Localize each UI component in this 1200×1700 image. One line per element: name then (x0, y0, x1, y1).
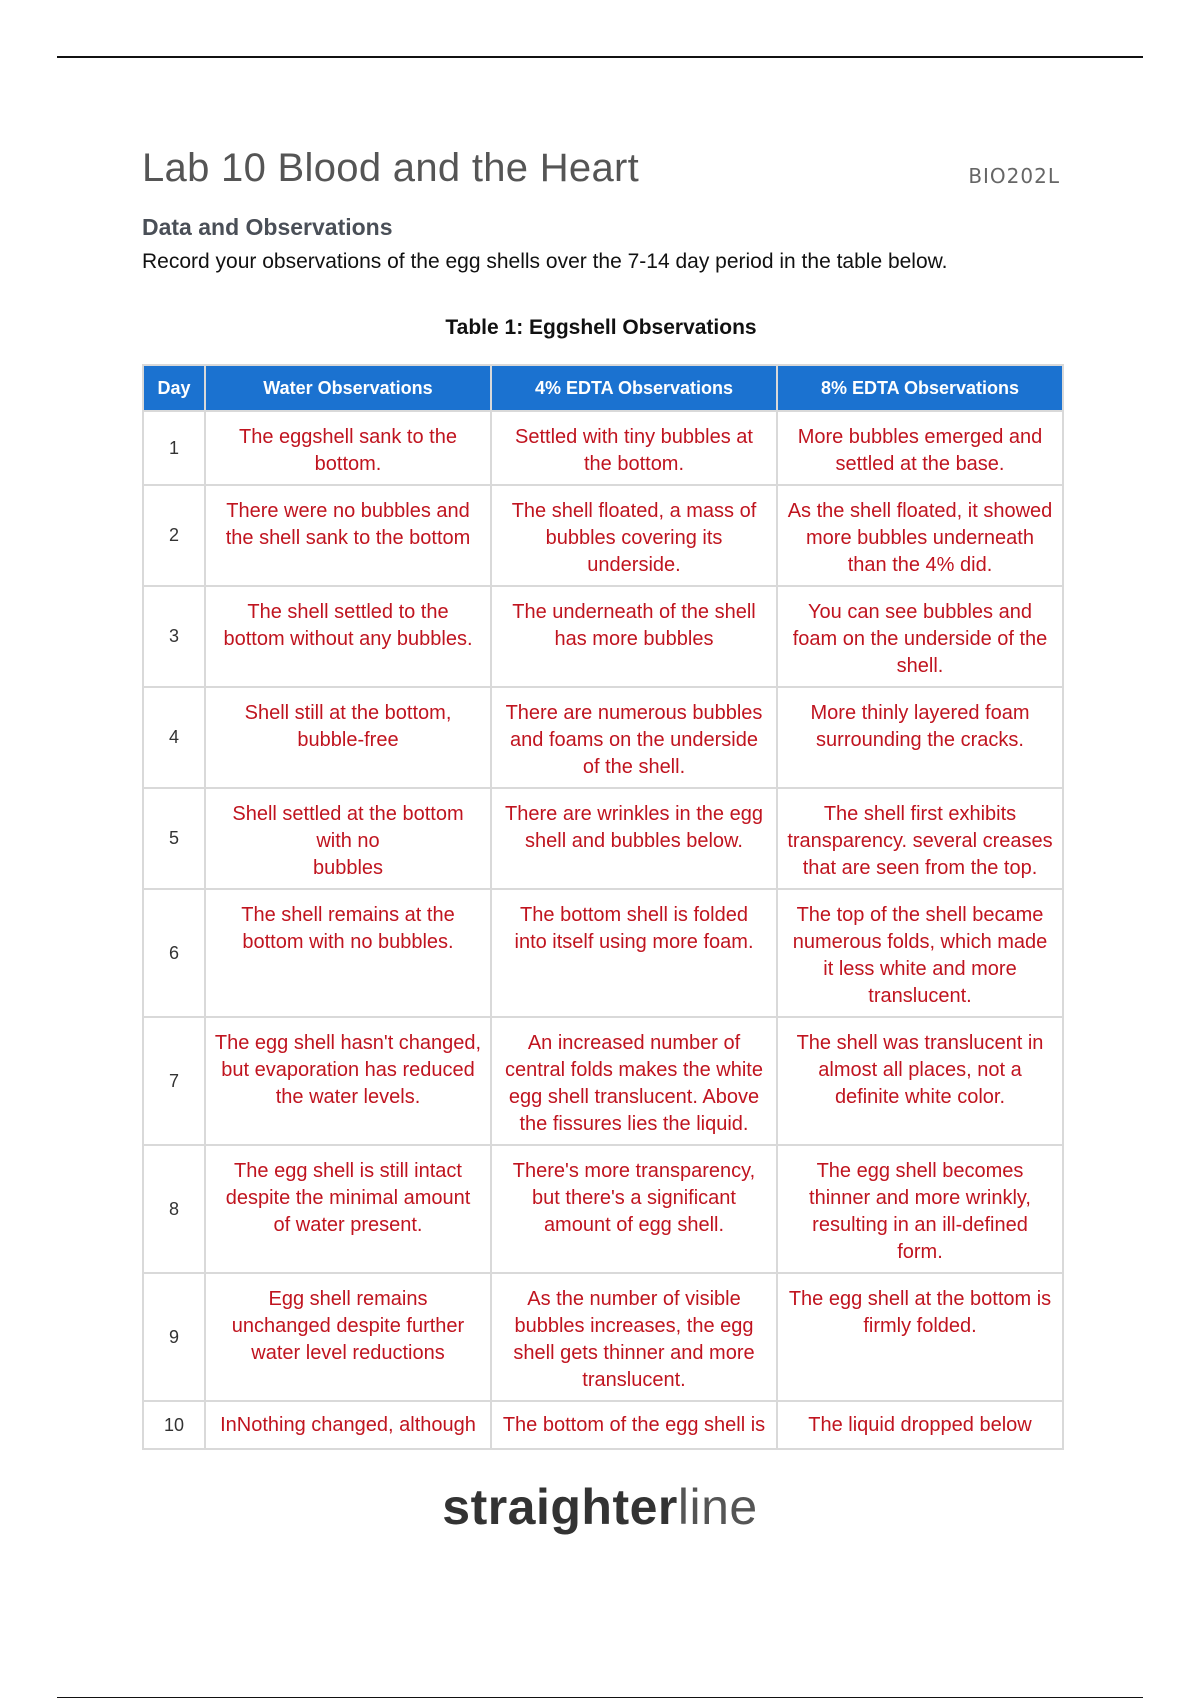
edta8-observation-cell: The liquid dropped below (777, 1401, 1063, 1449)
edta4-observation-cell: Settled with tiny bubbles at the bottom. (491, 411, 777, 485)
course-code: BIO202L (968, 164, 1060, 188)
observations-table (142, 364, 1064, 1450)
day-cell: 1 (143, 411, 205, 485)
edta8-observation-cell: The top of the shell became numerous folds, which made it less white and more translucent. (777, 889, 1063, 1017)
edta8-observation-cell: You can see bubbles and foam on the underside of the shell. (777, 586, 1063, 687)
edta8-observation-cell: As the shell floated, it showed more bubbles underneath than the 4% did. (777, 485, 1063, 586)
header-water: Water Observations (205, 365, 491, 411)
edta8-observation-cell: The egg shell becomes thinner and more wrinkly, resulting in an ill-defined form. (777, 1145, 1063, 1273)
edta4-observation-cell: An increased number of central folds makes the white egg shell translucent. Above the fissures lies the liquid. (491, 1017, 777, 1145)
header-edta4: 4% EDTA Observations (491, 365, 777, 411)
edta4-observation-cell: As the number of visible bubbles increases, the egg shell gets thinner and more translucent. (491, 1273, 777, 1401)
table-row (143, 1017, 1063, 1145)
table-row (143, 411, 1063, 485)
day-cell: 5 (143, 788, 205, 889)
edta4-observation-cell: There are numerous bubbles and foams on the underside of the shell. (491, 687, 777, 788)
day-cell: 9 (143, 1273, 205, 1401)
top-rule (57, 56, 1143, 58)
day-cell: 3 (143, 586, 205, 687)
edta8-observation-cell: More bubbles emerged and settled at the base. (777, 411, 1063, 485)
edta4-observation-cell: There's more transparency, but there's a significant amount of egg shell. (491, 1145, 777, 1273)
edta4-observation-cell: The underneath of the shell has more bubbles (491, 586, 777, 687)
edta4-observation-cell: The bottom of the egg shell is (491, 1401, 777, 1449)
table-row (143, 788, 1063, 889)
logo-thin-text: line (677, 1479, 758, 1535)
table-caption: Table 1: Eggshell Observations (445, 316, 757, 339)
edta8-observation-cell: The shell was translucent in almost all places, not a definite white color. (777, 1017, 1063, 1145)
day-cell: 4 (143, 687, 205, 788)
page-header (142, 140, 1060, 200)
edta4-observation-cell: The shell floated, a mass of bubbles covering its underside. (491, 485, 777, 586)
table-row (143, 889, 1063, 1017)
logo-bold-text: straighter (442, 1479, 678, 1535)
day-cell: 8 (143, 1145, 205, 1273)
table-row (143, 687, 1063, 788)
day-cell: 10 (143, 1401, 205, 1449)
edta8-observation-cell: More thinly layered foam surrounding the cracks. (777, 687, 1063, 788)
table-row (143, 1401, 1063, 1449)
water-observation-cell: The shell remains at the bottom with no bubbles. (205, 889, 491, 1017)
table-row (143, 1145, 1063, 1273)
water-observation-cell: The eggshell sank to the bottom. (205, 411, 491, 485)
intro-text: Record your observations of the egg shells over the 7-14 day period in the table below. (142, 250, 948, 273)
table-header-row (143, 365, 1063, 411)
table-row (143, 1273, 1063, 1401)
bottom-rule (57, 1697, 1143, 1698)
section-title: Data and Observations (142, 214, 393, 240)
water-observation-cell: InNothing changed, although (205, 1401, 491, 1449)
straighterline-logo (0, 1478, 1200, 1536)
edta4-observation-cell: The bottom shell is folded into itself using more foam. (491, 889, 777, 1017)
day-cell: 6 (143, 889, 205, 1017)
edta8-observation-cell: The shell first exhibits transparency. several creases that are seen from the top. (777, 788, 1063, 889)
water-observation-cell: Shell still at the bottom, bubble-free (205, 687, 491, 788)
day-cell: 7 (143, 1017, 205, 1145)
edta8-observation-cell: The egg shell at the bottom is firmly folded. (777, 1273, 1063, 1401)
day-cell: 2 (143, 485, 205, 586)
page-title: Lab 10 Blood and the Heart (142, 146, 640, 190)
water-observation-cell: Shell settled at the bottom with no bubbles (205, 788, 491, 889)
table-row (143, 586, 1063, 687)
header-day: Day (143, 365, 205, 411)
table-row (143, 485, 1063, 586)
edta4-observation-cell: There are wrinkles in the egg shell and bubbles below. (491, 788, 777, 889)
water-observation-cell: The shell settled to the bottom without any bubbles. (205, 586, 491, 687)
water-observation-cell: There were no bubbles and the shell sank to the bottom (205, 485, 491, 586)
water-observation-cell: The egg shell is still intact despite the minimal amount of water present. (205, 1145, 491, 1273)
water-observation-cell: The egg shell hasn't changed, but evaporation has reduced the water levels. (205, 1017, 491, 1145)
water-observation-cell: Egg shell remains unchanged despite further water level reductions (205, 1273, 491, 1401)
header-edta8: 8% EDTA Observations (777, 365, 1063, 411)
